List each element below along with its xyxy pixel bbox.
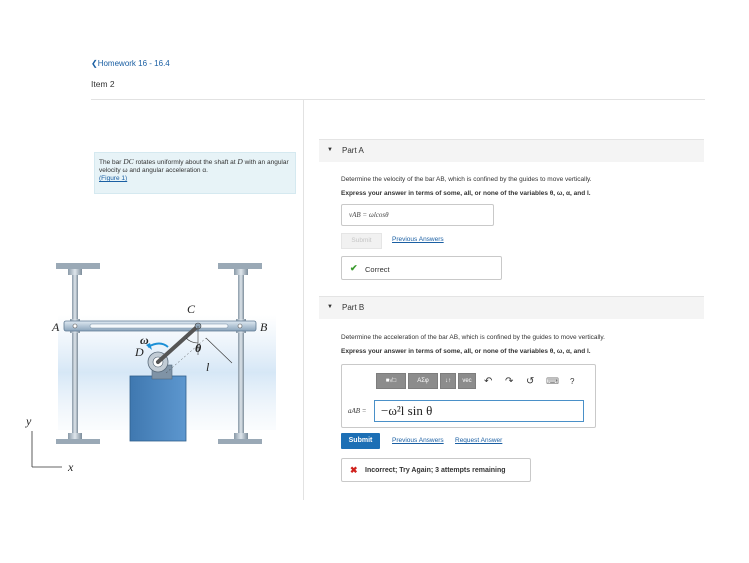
item-title: Item 2: [91, 79, 115, 89]
figure-link[interactable]: (Figure 1): [99, 175, 128, 182]
label-omega: ω: [140, 333, 149, 347]
floor-mount-left: [56, 439, 100, 444]
part-a-answer[interactable]: vAB = ωlcosθ: [341, 204, 494, 226]
vec-button[interactable]: vec: [458, 373, 476, 389]
undo-icon[interactable]: ↶: [484, 376, 493, 387]
part-b-feedback: [341, 458, 531, 482]
guide-column-right: [238, 275, 244, 433]
var-dc: DC: [123, 157, 134, 166]
breadcrumb-link[interactable]: ❮Homework 16 - 16.4: [91, 59, 170, 68]
column-divider: [303, 100, 304, 500]
label-x: x: [68, 460, 74, 474]
bar-slot: [90, 324, 228, 328]
part-a-header[interactable]: [319, 139, 704, 162]
problem-statement: [94, 152, 296, 194]
collapse-triangle-icon[interactable]: ▼: [327, 304, 333, 310]
part-b-previous-answers-link[interactable]: Previous Answers: [392, 437, 444, 444]
part-b-answer-input[interactable]: −ω²l sin θ: [374, 400, 584, 422]
label-a: A: [52, 320, 60, 334]
part-a-instruction: Express your answer in terms of some, all, or none of the variables θ, ω, α, and l.: [341, 190, 591, 197]
problem-text: with an angular velocity ω and angular acceleration α.: [99, 159, 289, 174]
redo-icon[interactable]: ↷: [505, 376, 514, 387]
feedback-text: Incorrect; Try Again; 3 attempts remaining: [365, 467, 506, 474]
templates-button[interactable]: ■√□: [376, 373, 406, 389]
mechanism-figure: [26, 255, 300, 480]
reset-icon[interactable]: ↺: [526, 376, 535, 387]
part-b-header[interactable]: [319, 296, 704, 319]
part-b-prompt: Determine the acceleration of the bar AB, which is confined by the guides to move vertically.: [341, 334, 605, 341]
floor-mount-right: [218, 439, 262, 444]
label-theta: θ: [195, 341, 202, 355]
request-answer-link[interactable]: Request Answer: [455, 437, 503, 444]
guide-column-left: [72, 275, 78, 433]
var-d: D: [237, 157, 243, 166]
part-a-previous-answers-link[interactable]: Previous Answers: [392, 236, 444, 243]
part-b-submit-button[interactable]: Submit: [341, 433, 380, 449]
part-a-submit-button[interactable]: Submit: [341, 233, 382, 249]
part-b-title: Part B: [342, 303, 365, 312]
x-mark-icon: ✖: [350, 465, 358, 475]
answer-label: aAB =: [348, 407, 367, 415]
collapse-triangle-icon[interactable]: ▼: [327, 147, 333, 153]
label-d: D: [135, 345, 144, 359]
part-b-instruction: Express your answer in terms of some, all, or none of the variables θ, ω, α, and l.: [341, 348, 591, 355]
part-a-feedback: [341, 256, 502, 280]
ceiling-mount-right: [218, 263, 262, 269]
arrows-button[interactable]: ↓↑: [440, 373, 456, 389]
math-toolbar: [376, 373, 478, 389]
label-c: C: [187, 302, 196, 316]
problem-text: rotates uniformly about the shaft at: [133, 159, 238, 166]
help-icon[interactable]: ?: [570, 377, 575, 386]
motor-block: [130, 376, 186, 441]
header-divider: [91, 99, 705, 100]
part-a-title: Part A: [342, 146, 364, 155]
keyboard-icon[interactable]: ⌨: [546, 376, 559, 386]
ceiling-mount-left: [56, 263, 100, 269]
label-y: y: [26, 414, 32, 428]
check-icon: ✔: [350, 263, 358, 273]
label-l: l: [206, 360, 210, 374]
part-a-prompt: Determine the velocity of the bar AB, which is confined by the guides to move vertically.: [341, 176, 592, 183]
problem-text: The bar: [99, 159, 124, 166]
feedback-text: Correct: [365, 265, 390, 274]
label-b: B: [260, 320, 268, 334]
symbols-button[interactable]: ΑΣφ: [408, 373, 438, 389]
